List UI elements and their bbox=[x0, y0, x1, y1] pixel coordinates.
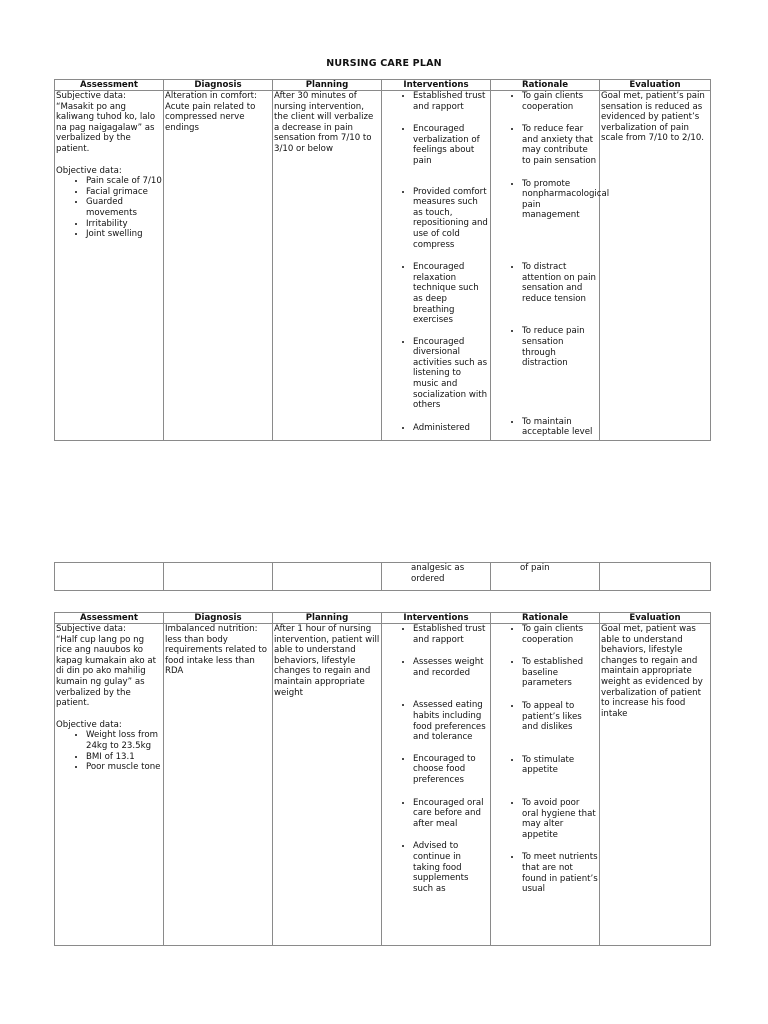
care-plan-table-pain-continued bbox=[54, 562, 711, 591]
care-plan-table-pain bbox=[54, 79, 711, 441]
list-item: • Encouraged verbalization of feelings about pain bbox=[413, 124, 489, 166]
list-item: • To avoid poor oral hygiene that may alter appetite bbox=[522, 798, 598, 840]
care-plan-table-nutrition bbox=[54, 612, 711, 946]
evaluation-cell bbox=[600, 563, 711, 591]
header-interventions: Interventions bbox=[382, 80, 491, 91]
header-rationale: Rationale bbox=[491, 613, 600, 624]
list-item: • To reduce fear and anxiety that may contribute to pain sensation bbox=[522, 124, 598, 166]
planning-cell bbox=[273, 563, 382, 591]
interventions-cell bbox=[382, 624, 491, 946]
list-item: • To distract attention on pain sensation and reduce tension bbox=[522, 262, 598, 304]
table-header-row bbox=[55, 80, 711, 91]
list-item: • To appeal to patient’s likes and dislikes bbox=[522, 701, 598, 733]
assessment-cell bbox=[55, 624, 164, 946]
table-row bbox=[55, 563, 711, 591]
list-item: • Advised to continue in taking food supplements such as bbox=[413, 841, 489, 894]
header-evaluation: Evaluation bbox=[600, 613, 711, 624]
rationale-list bbox=[492, 624, 598, 895]
rationale-cell bbox=[491, 563, 600, 591]
subjective-label: Subjective data: bbox=[56, 624, 126, 634]
list-item: • Established trust and rapport bbox=[413, 624, 489, 645]
page-title: NURSING CARE PLAN bbox=[326, 58, 442, 69]
table-row bbox=[55, 624, 711, 946]
header-diagnosis: Diagnosis bbox=[164, 613, 273, 624]
diagnosis-cell bbox=[164, 563, 273, 591]
header-planning: Planning bbox=[273, 80, 382, 91]
objective-label: Objective data: bbox=[56, 165, 122, 176]
header-evaluation: Evaluation bbox=[600, 80, 711, 91]
diagnosis-cell: Imbalanced nutrition: less than body requirements related to food intake less than RDA bbox=[164, 624, 273, 946]
list-item: • Encouraged relaxation technique such as deep breathing exercises bbox=[413, 262, 489, 326]
list-item: • To promote nonpharmacological pain management bbox=[522, 179, 598, 221]
list-item: • To established baseline parameters bbox=[522, 657, 598, 689]
list-item: • Provided comfort measures such as touch, repositioning and use of cold compress bbox=[413, 187, 489, 251]
table-row bbox=[55, 91, 711, 441]
list-item: • Joint swelling bbox=[86, 229, 162, 240]
rationale-cell bbox=[491, 91, 610, 441]
objective-list bbox=[56, 176, 162, 240]
list-item: • To gain clients cooperation bbox=[522, 91, 598, 112]
interventions-cell bbox=[382, 91, 491, 441]
list-item: • Poor muscle tone bbox=[86, 762, 162, 773]
header-rationale: Rationale bbox=[491, 80, 600, 91]
planning-cell: After 30 minutes of nursing intervention, the client will verbalize a decrease in pain sensation from 7/10 to 3/10 or below bbox=[273, 91, 382, 441]
subjective-label: Subjective data: bbox=[56, 91, 126, 101]
list-item: • To gain clients cooperation bbox=[522, 624, 598, 645]
list-item: • Encouraged diversional activities such as listening to music and socialization with others bbox=[413, 337, 489, 411]
list-item: • Pain scale of 7/10 bbox=[86, 176, 162, 187]
objective-list bbox=[56, 730, 162, 772]
header-assessment: Assessment bbox=[55, 613, 164, 624]
header-assessment: Assessment bbox=[55, 80, 164, 91]
list-item: • Guarded movements bbox=[86, 197, 162, 218]
list-item: • To meet nutrients that are not found in patient’s usual bbox=[522, 852, 598, 894]
evaluation-cell: Goal met, patient’s pain sensation is reduced as evidenced by patient’s verbalization of pain scale from 7/10 to 2/10. bbox=[600, 91, 711, 441]
list-item: • Encouraged to choose food preferences bbox=[413, 754, 489, 786]
continued-rationale: of pain bbox=[520, 563, 550, 573]
list-item: • Irritability bbox=[86, 219, 162, 230]
header-planning: Planning bbox=[273, 613, 382, 624]
diagnosis-cell: Alteration in comfort: Acute pain related to compressed nerve endings bbox=[164, 91, 273, 441]
subjective-data: “Masakit po ang kaliwang tuhod ko, lalo na pag naigagalaw” as verbalized by the patient. bbox=[56, 101, 156, 154]
continued-intervention: analgesic as ordered bbox=[411, 563, 465, 584]
planning-cell: After 1 hour of nursing intervention, patient will able to understand behaviors, lifestyle changes to regain and maintain appropriate weight bbox=[273, 624, 382, 946]
list-item: • Administered bbox=[413, 423, 489, 434]
objective-label: Objective data: bbox=[56, 719, 122, 730]
header-diagnosis: Diagnosis bbox=[164, 80, 273, 91]
list-item: • To maintain acceptable level bbox=[522, 417, 598, 438]
interventions-list bbox=[383, 91, 489, 433]
subjective-data: “Half cup lang po ng rice ang nauubos ko kapag kumakain ako at di din po ako mahilig kumain ng gulay” as verbalized by the patient. bbox=[56, 634, 157, 709]
rationale-list bbox=[492, 91, 610, 438]
list-item: • Facial grimace bbox=[86, 187, 162, 198]
list-item: • Assessed eating habits including food preferences and tolerance bbox=[413, 700, 489, 742]
rationale-cell bbox=[491, 624, 600, 946]
interventions-list bbox=[383, 624, 489, 894]
list-item: • To stimulate appetite bbox=[522, 755, 598, 776]
list-item: • Encouraged oral care before and after meal bbox=[413, 798, 489, 830]
list-item: • Established trust and rapport bbox=[413, 91, 489, 112]
list-item: • Assesses weight and recorded bbox=[413, 657, 489, 678]
interventions-cell bbox=[382, 563, 491, 591]
list-item: • Weight loss from 24kg to 23.5kg bbox=[86, 730, 162, 751]
assessment-cell bbox=[55, 91, 164, 441]
evaluation-cell: Goal met, patient was able to understand behaviors, lifestyle changes to regain and maintain appropriate weight as evidenced by verbalization of patient to increase his food intake bbox=[600, 624, 711, 946]
assessment-cell bbox=[55, 563, 164, 591]
header-interventions: Interventions bbox=[382, 613, 491, 624]
list-item: • To reduce pain sensation through distraction bbox=[522, 326, 598, 368]
list-item: • BMI of 13.1 bbox=[86, 752, 162, 763]
table-header-row bbox=[55, 613, 711, 624]
